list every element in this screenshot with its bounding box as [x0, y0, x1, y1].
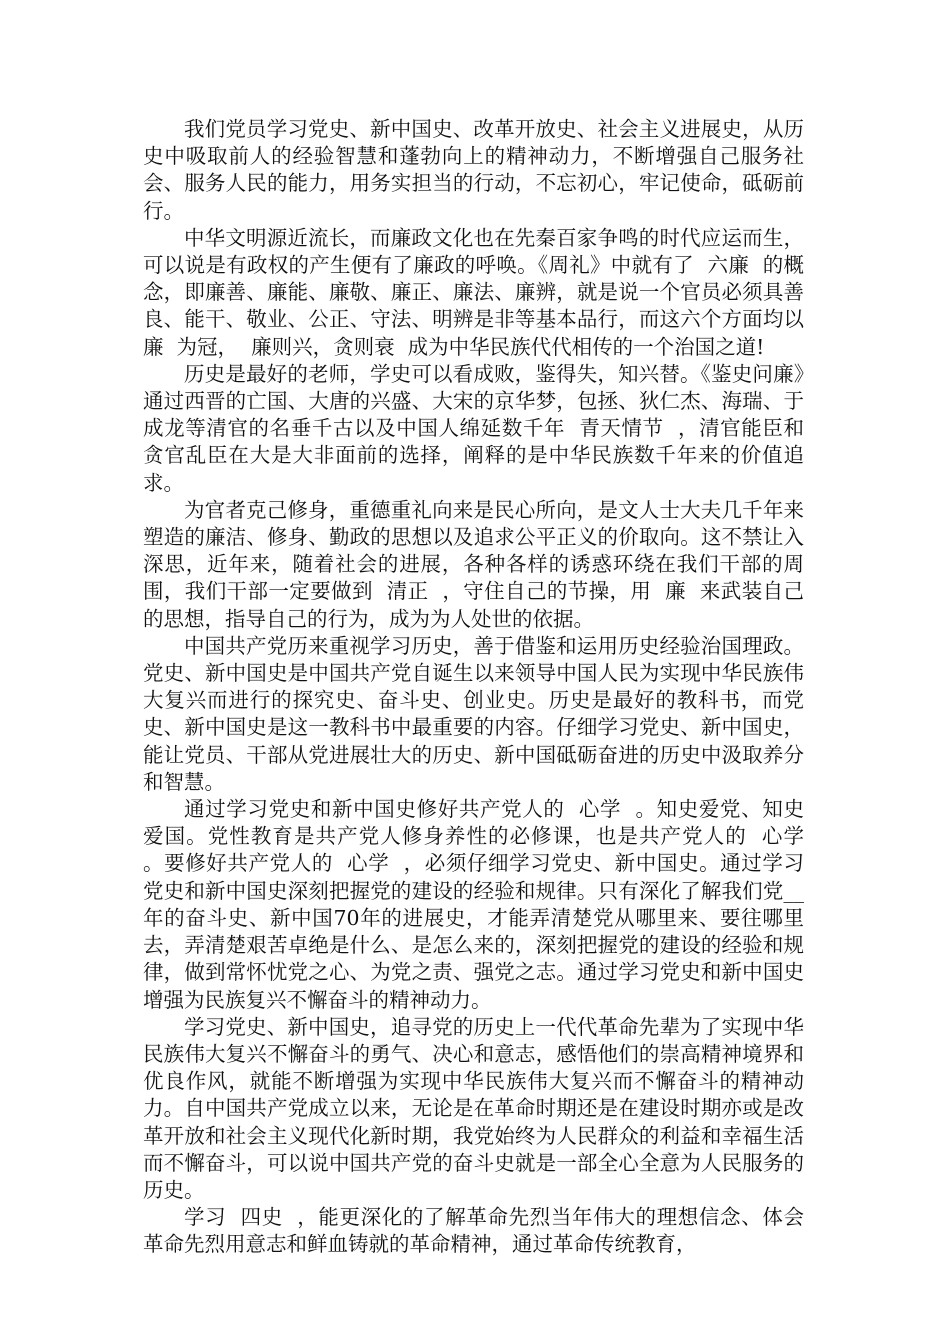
paragraph-2: 中华文明源近流长，而廉政文化也在先秦百家争鸣的时代应运而生，可以说是有政权的产生便有了廉政的呼唤。《周礼》中就有了 六廉 的概念，即廉善、廉能、廉敬、廉正、廉法、廉辨，就是说一个官员必须具善良、能干、敬业、公正、守法、明辨是非等基本品行，而这六个方面均以 廉 为冠， 廉则兴，贪则衰 成为中华民族代代相传的一个治国之道! [143, 225, 818, 359]
paragraph-3: 历史是最好的老师，学史可以看成败，鉴得失，知兴替。《鉴史问廉》通过西晋的亡国、大唐的兴盛、大宋的京华梦，包拯、狄仁杰、海瑞、于成龙等清官的名垂千古以及中国人绵延数千年 青天情节 ，清官能臣和贪官乱臣在大是大非面前的选择，阐释的是中华民族数千年来的价值追求。 [143, 361, 804, 495]
document-body [143, 116, 818, 1259]
paragraph-5: 中国共产党历来重视学习历史，善于借鉴和运用历史经验治国理政。党史、新中国史是中国共产党自诞生以来领导中国人民为实现中华民族伟大复兴而进行的探究史、奋斗史、创业史。历史是最好的教科书，而党史、新中国史是这一教科书中最重要的内容。仔细学习党史、新中国史，能让党员、干部从党进展壮大的历史、新中国砥砺奋进的历史中汲取养分和智慧。 [143, 633, 804, 794]
paragraph-6: 通过学习党史和新中国史修好共产党人的 心学 。知史爱党、知史爱国。党性教育是共产党人修身养性的必修课，也是共产党人的 心学 。要修好共产党人的 心学 ，必须仔细学习党史、新中国史。通过学习党史和新中国史深刻把握党的建设的经验和规律。只有深化了解我们党__年的奋斗史、新中国70年的进展史，才能弄清楚党从哪里来、要往哪里去，弄清楚艰苦卓绝是什么、是怎么来的，深刻把握党的建设的经验和规律，做到常怀忧党之心、为党之责、强党之志。通过学习党史和新中国史增强为民族复兴不懈奋斗的精神动力。 [143, 797, 818, 1012]
paragraph-7: 学习党史、新中国史，追寻党的历史上一代代革命先辈为了实现中华民族伟大复兴不懈奋斗的勇气、决心和意志，感悟他们的崇高精神境界和优良作风，就能不断增强为实现中华民族伟大复兴而不懈奋斗的精神动力。自中国共产党成立以来，无论是在革命时期还是在建设时期亦或是改革开放和社会主义现代化新时期，我党始终为人民群众的利益和幸福生活而不懈奋斗，可以说中国共产党的奋斗史就是一部全心全意为人民服务的历史。 [143, 1014, 804, 1202]
paragraph-4: 为官者克己修身，重德重礼向来是民心所向，是文人士大夫几千年来塑造的廉洁、修身、勤政的思想以及追求公平正义的价取向。这不禁让入深思，近年来，随着社会的进展，各种各样的诱惑环绕在我们干部的周围，我们干部一定要做到 清正 ，守住自己的节操，用 廉 来武装自己的思想，指导自己的行为，成为为人处世的依据。 [143, 497, 804, 631]
paragraph-1: 我们党员学习党史、新中国史、改革开放史、社会主义进展史，从历史中吸取前人的经验智慧和蓬勃向上的精神动力，不断增强自己服务社会、服务人民的能力，用务实担当的行动，不忘初心，牢记使命，砥砺前行。 [143, 117, 804, 223]
paragraph-8: 学习 四史 ，能更深化的了解革命先烈当年伟大的理想信念、体会革命先烈用意志和鲜血铸就的革命精神，通过革命传统教育， [143, 1205, 804, 1257]
